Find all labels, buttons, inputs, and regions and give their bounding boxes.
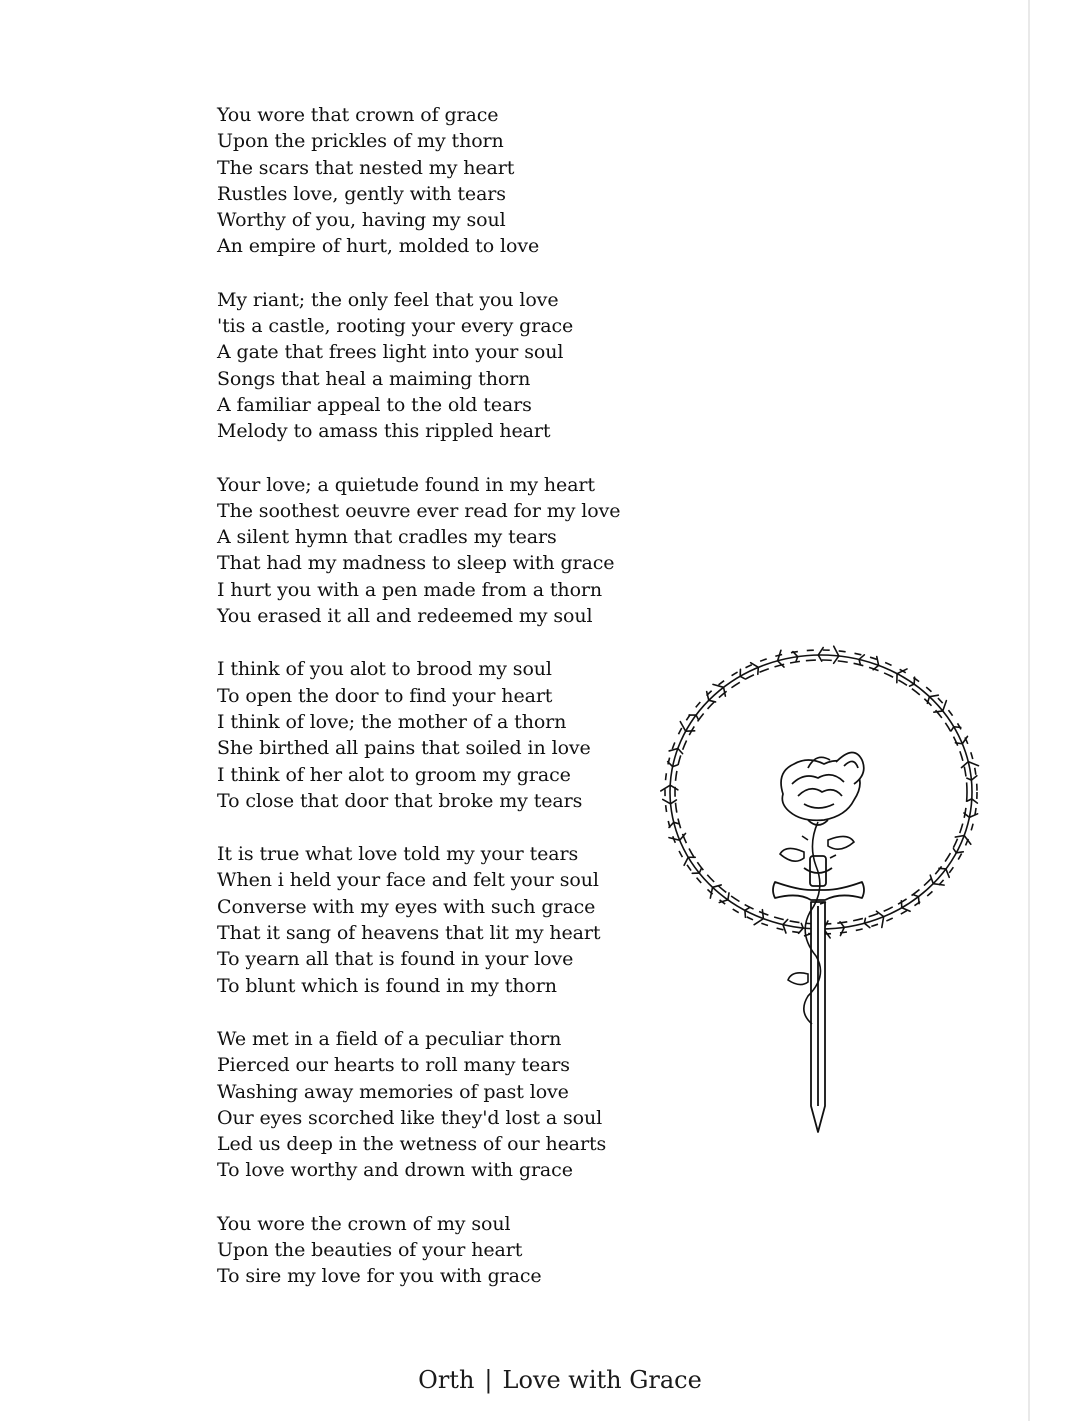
stanza-2 — [217, 287, 657, 445]
poem-line: Pierced our hearts to roll many tears — [217, 1054, 570, 1077]
thorn-spike — [799, 928, 804, 933]
poem-line: 'tis a castle, rooting your every grace — [217, 315, 574, 338]
poem-line: Led us deep in the wetness of our hearts — [217, 1133, 607, 1156]
thorn-spike — [745, 910, 746, 917]
thorn-spike — [864, 923, 869, 927]
author-name: Orth — [418, 1366, 475, 1394]
thorn-spike — [834, 656, 839, 663]
footer — [0, 1366, 1080, 1394]
poem-line: It is true what love told my your tears — [217, 843, 579, 866]
thorn-spike — [684, 857, 688, 865]
thorn-spike — [758, 667, 759, 674]
thorn-spike — [964, 836, 971, 845]
poem-line: Washing away memories of past love — [217, 1080, 569, 1103]
thorn-spike — [745, 908, 749, 911]
thorn-spike — [933, 884, 944, 885]
poem-line: Upon the prickles of my thorn — [217, 130, 504, 153]
thorn-spike — [663, 799, 671, 803]
thorn-spike — [740, 676, 744, 678]
stanza-4 — [217, 656, 657, 814]
poem-line: Songs that heal a maiming thorn — [217, 367, 531, 390]
thorn-spike — [709, 700, 716, 702]
thorn-spike — [972, 799, 978, 803]
thorn-spike — [882, 917, 884, 928]
stanza-1 — [217, 102, 657, 260]
poem-line: We met in a field of a peculiar thorn — [217, 1027, 562, 1050]
thorn-spike — [934, 711, 943, 712]
poem-line: When i held your face and felt your soul — [217, 869, 599, 892]
thorn-spike — [859, 655, 864, 660]
poem-line: To yearn all that is found in your love — [217, 948, 574, 971]
thorn-spike — [954, 727, 961, 728]
poem-line: Melody to amass this rippled heart — [217, 420, 551, 443]
poem-line: Converse with my eyes with such grace — [217, 895, 596, 918]
stanza-5 — [217, 841, 657, 999]
thorn-crown-rose-sword-icon — [658, 644, 988, 1136]
thorn-spike — [955, 743, 962, 744]
poem-line: I think of her alot to groom my grace — [217, 763, 571, 786]
poem-line: You wore that crown of grace — [217, 104, 499, 126]
poem-line: To love worthy and drown with grace — [217, 1159, 573, 1182]
poem-line: I hurt you with a pen made from a thorn — [217, 578, 603, 601]
poem — [217, 102, 657, 1317]
rose-icon — [781, 752, 864, 825]
footer-separator: | — [484, 1366, 493, 1394]
poem-line: The soothest oeuvre ever read for my love — [217, 499, 621, 522]
thorn-spike — [728, 893, 729, 900]
thorn-spike — [864, 918, 865, 923]
thorn-spike — [834, 646, 839, 656]
thorn-spike — [943, 701, 947, 711]
thorn-spike — [951, 727, 954, 731]
poem-line: A gate that frees light into your soul — [217, 341, 564, 364]
poem-line: A silent hymn that cradles my tears — [217, 526, 557, 549]
poem-line: Rustles love, gently with tears — [217, 182, 506, 205]
thorn-spike — [699, 869, 701, 874]
thorn-spike — [914, 895, 919, 897]
thorn-spike — [939, 868, 946, 869]
poem-line: To sire my love for you with grace — [217, 1265, 542, 1288]
thorn-spike — [710, 887, 712, 898]
stanza-3 — [217, 472, 657, 630]
thorn-spike — [953, 849, 956, 853]
poem-line: The scars that nested my heart — [217, 156, 515, 179]
thorn-spike — [971, 776, 976, 780]
poem-line: That had my madness to sleep with grace — [217, 552, 615, 575]
poem-line: To close that door that broke my tears — [217, 789, 583, 812]
thorn-spike — [713, 684, 724, 687]
thorn-spike — [678, 748, 683, 753]
illustration-svg — [658, 644, 988, 1136]
stanza-7 — [217, 1211, 657, 1290]
thorn-spike — [696, 715, 698, 719]
thorn-spike — [724, 687, 726, 696]
poem-line: My riant; the only feel that you love — [217, 288, 559, 311]
poem-line: That it sang of heavens that lit my heart — [217, 922, 601, 945]
poem-line: I think of love; the mother of a thorn — [217, 710, 567, 733]
poem-line: You wore the crown of my soul — [217, 1212, 511, 1235]
poem-line: Our eyes scorched like they'd lost a soul — [217, 1106, 603, 1129]
poem-line: A familiar appeal to the old tears — [217, 393, 532, 416]
thorn-spike — [929, 695, 938, 697]
thorn-spike — [956, 852, 963, 853]
poem-line: Upon the beauties of your heart — [217, 1238, 523, 1261]
thorn-spike — [783, 919, 788, 924]
poem-line: Your love; a quietude found in my heart — [217, 473, 595, 496]
thorn-spike — [946, 869, 949, 877]
poem-line: She birthed all pains that soiled in love — [217, 737, 591, 760]
thorn-spike — [762, 910, 763, 919]
poem-line: You erased it all and redeemed my soul — [217, 605, 593, 628]
poem-line: I think of you alot to brood my soul — [217, 658, 552, 681]
thorn-spike — [670, 785, 678, 790]
thorn-spike — [918, 897, 919, 904]
thorn-spike — [818, 655, 821, 661]
poem-title: Love with Grace — [502, 1366, 702, 1394]
poem-line: To open the door to find your heart — [217, 684, 553, 707]
poem-line: To blunt which is found in my thorn — [217, 974, 557, 997]
thorn-spike — [910, 684, 915, 686]
poem-line: An empire of hurt, molded to love — [217, 235, 540, 258]
thorn-spike — [818, 648, 823, 656]
poem-line: Worthy of you, having my soul — [217, 209, 506, 232]
page-edge — [1028, 0, 1030, 1421]
stanza-6 — [217, 1026, 657, 1184]
